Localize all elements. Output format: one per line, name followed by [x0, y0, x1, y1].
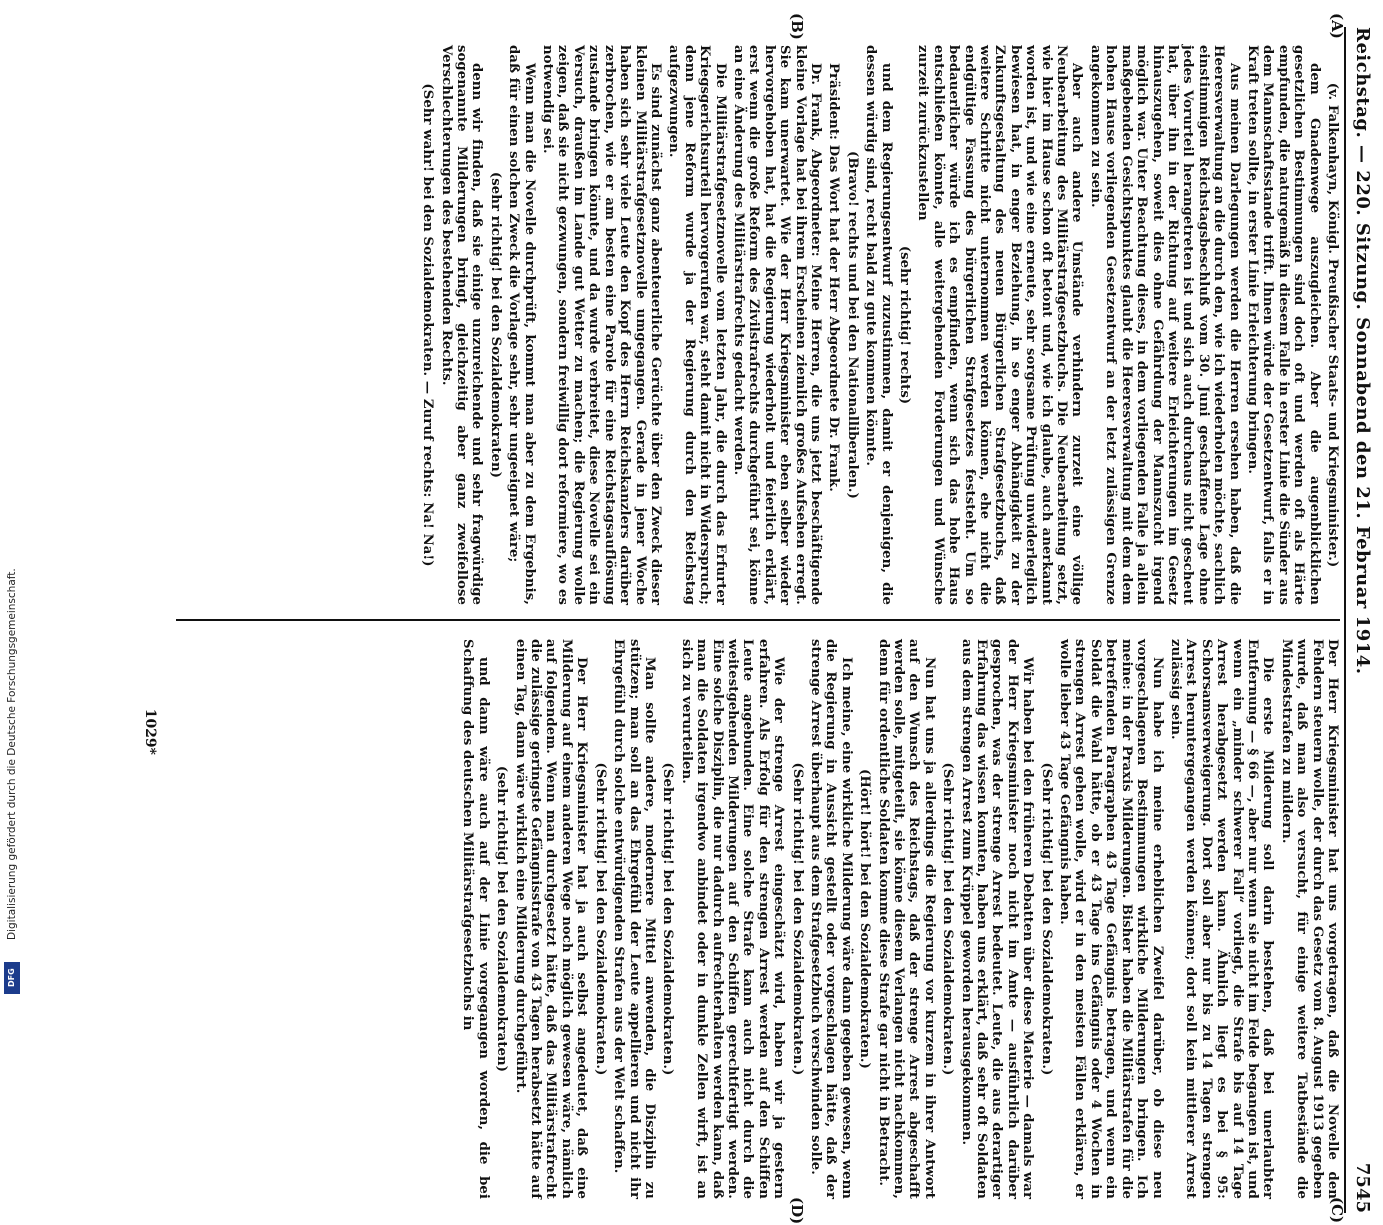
paragraph: (Sehr wahr! bei den Sozialdemokraten. — Zuruf rechts: Na! Na!) — [420, 83, 436, 567]
paragraph: Präsident: Das Wort hat der Herr Abgeordnete Dr. Frank. — [826, 63, 842, 492]
paragraph: Der Herr Kriegsminister hat uns vorgetragen, daß die Novelle den Fehdern steuern wolle, der durch das Gesetz vom 8. August 1913 gegeben wurde, daß man also versucht, für einige weitere Tatbestände die Mindeststrafen zu mildern. — [1278, 639, 1340, 1199]
paragraph: (Sehr richtig! bei den Sozialdemokraten.) — [940, 762, 956, 1076]
paragraph: Es sind zunächst ganz abenteuerliche Gerüchte über den Zweck dieser kleinen Militärstrafgesetznovelle umgegangen. Gerade in jener Woche haben sich sehr viele Leute den Kopf des Herrn Reichskanzlers darüber zerbrochen, wie er am besten eine Parole für eine Reichstagsauflösung zustande bringen könnte, und da wurde verbreitet, diese Novelle sei ein Versuch, draußen im Lande gut Wetter zu machen; die Regierung wolle zeigen, daß sie nicht gezwungen, sondern freiwillig dort reformiere, wo es notwendig sei. — [540, 45, 663, 605]
dfg-logo: DFG — [4, 962, 20, 994]
paragraph: Nun hat uns ja allerdings die Regierung vor kurzem in ihrer Antwort auf den Wunsch des Reichstags, daß der strenge Arrest abgeschafft werden solle, mitgeteilt, sie könne diesem Verlangen nicht nachkommen, denn für ordentliche Soldaten komme diese Strafe gar nicht in Betracht. — [875, 639, 937, 1199]
paragraph: Die Militärstrafgesetznovelle vom letzten Jahr, die durch das Erfurter Kriegsgerichtsurteil hervorgerufen war, steht damit nicht in Widerspruch; denn jene Reform wurde ja der Regierung durch den Reichstag aufgezwungen. — [666, 45, 728, 605]
paragraph: (sehr richtig! rechts) — [897, 245, 913, 405]
right-column — [146, 639, 1340, 1199]
paragraph: Die erste Milderung soll darin bestehen, daß bei unerlaubter Entfernung — § 66 —, aber nur wenn sie nicht im Felde begangen ist, und wenn ein „minder schwerer Fall“ vorliegt, die Strafe bis auf 14 Tage Arrest herabgesetzt werden kann. Ähnlich liegt es bei § 95: Schorsamsverweigerung. Dort soll aber nur bis zu 14 Tagen strengen Arrest heruntergegangen werden können; dort soll kein mittlerer Arrest zulässig sein. — [1167, 639, 1276, 1199]
margin-marker-d: (D) — [788, 1197, 806, 1225]
header-title: Reichstag. — 220. Sitzung. Sonnabend den 21. Februar 1914. — [1352, 27, 1374, 675]
paragraph: (v. Falkenhayn, Königl. Preußischer Staats- und Kriegsminister.) — [1325, 82, 1340, 568]
left-column — [146, 45, 1340, 605]
paragraph: (sehr richtig! bei den Sozialdemokraten) — [487, 171, 503, 479]
header-page-number: 7545 — [1352, 1162, 1374, 1213]
paragraph: Ich meine, eine wirkliche Milderung wäre dann gegeben gewesen, wenn die Regierung in Aussicht gestellt oder vorgeschlagen hätte, daß der strenge Arrest überhaupt aus dem Strafgesetzbuch verschwinden solle. — [808, 639, 854, 1199]
paragraph: (Sehr richtig! bei den Sozialdemokraten.) — [789, 762, 805, 1076]
paragraph: Wenn man die Novelle durchprüft, kommt man aber zu dem Ergebnis, daß für einen solchen Zweck die Vorlage sehr, sehr ungeeignet wäre; — [506, 45, 537, 605]
digitization-credit: Digitalisierung gefördert durch die Deutsche Forschungsgemeinschaft. — [6, 568, 18, 940]
paragraph: Aus meinen Darlegungen werden die Herren ersehen haben, daß die Heeresverwaltung an die durch den, wie ich wiederholen möchte, sachlich einstimmigen Reichstagsbeschluß vom 30. Juni geschaffene Lage ohne jedes Vorurteil herangetreten ist und sich auch durchaus nicht gescheut hat, über ihn in der Richtung auf weitere Erleichterungen im Gesetz hinauszugehen, soweit dies ohne Gefährdung der Mannszucht irgend möglich war. Unter Beachtung dieses, in dem vorliegenden Falle ja allein maßgebenden Gesichtspunktes glaubt die Heeresverwaltung mit dem dem hohen Hause vorliegenden Gesetzentwurf an der letzt zulässigen Grenze angekommen zu sein. — [1087, 45, 1242, 605]
margin-marker-c: (C) — [1328, 1197, 1346, 1224]
credit-strip — [0, 0, 24, 1000]
paragraph: Man sollte andere, modernere Mittel anwenden, die Disziplin zu stützen; man soll an das Ehrgefühl der Leute appellieren und nicht ihr Ehrgefühl durch solche entwürdigenden Strafen aus der Welt schaffen. — [611, 639, 657, 1199]
paragraph: dem Gnadenwege auszugleichen. Aber die augenblicklichen gesetzlichen Bestimmungen sind doch oft und werden oft als Härte empfunden, die naturgemäß in diesem Falle in erster Linie die Sünder aus dem Mannschaftsstande trifft. Ihnen würde der Gesetzentwurf, falls er in Kraft treten sollte, in erster Linie Erleichterung bringen. — [1244, 45, 1322, 605]
margin-marker-a: (A) — [1328, 13, 1346, 39]
paragraph: Dr. Frank, Abgeordneter: Meine Herren, die uns jetzt beschäftigende kleine Vorlage hat bei ihrem Erscheinen ziemlich großes Aufsehen erregt. Sie kam unerwartet. Wie der Herr Kriegsminister eben selber wieder hervorgehoben hat, hat die Regierung wiederholt und feierlich erklärt, erst wenn die große Reform des Zivilstrafrechts durchgeführt sei, könne an eine Änderung des Militärstrafrechts gedacht werden. — [730, 45, 823, 605]
paragraph: und dann wäre auch auf der Linie vorgegangen worden, die bei Schaffung des deutschen Militärstrafgesetzbuchs in — [460, 639, 491, 1199]
paragraph: Nun habe ich meine erheblichen Zweifel darüber, ob diese neu vorgeschlagenen Bestimmungen wirkliche Milderungen bringen. Ich meine: in der Praxis Milderungen. Bisher haben die Militärstrafen für die betreffenden Paragraphen 43 Tage Gefängnis betragen, und wenn ein Soldat die Wahl hätte, ob er 43 Tage ins Gefängnis oder 4 Wochen in strengen Arrest gehen wolle, wird er in den meisten Fällen erklären, er wolle lieber 43 Tage Gefängnis haben. — [1057, 639, 1165, 1199]
paragraph: (Sehr richtig! bei den Sozialdemokraten.) — [592, 762, 608, 1076]
column-divider — [176, 619, 1340, 621]
paragraph: und dem Regierungsentwurf zuzustimmen, damit er denjenigen, die dessen würdig sind, recht bald zu gute kommen könnte. — [863, 45, 894, 605]
paragraph: (sehr richtig! bei den Sozialdemokraten) — [494, 765, 510, 1073]
paragraph: Aber auch andere Umstände verhindern zurzeit eine völlige Neubearbeitung des Militärstrafgesetzbuchs. Die Neubearbeitung setzt, wie hier im Hause schon oft betont und, wie ich glaube, auch anerkannt worden ist, und wie eine erneute, sehr sorgsame Prüfung unwiderleglich bewiesen hat, in enger Beziehung, in so enger Abhängigkeit zu der Zukunftsgestaltung des neuen Bürgerlichen Strafgesetzbuchs, daß weitere Schritte nicht unternommen werden können, ehe nicht die endgültige Fassung des bürgerlichen Strafgesetzes feststeht. Um so bedauerlicher würde ich es empfinden, wenn sich das hohe Haus entschließen könnte, alle weitergehenden Forderungen und Wünsche zurzeit zurückzustellen — [915, 45, 1085, 605]
margin-marker-b: (B) — [788, 13, 806, 40]
paragraph: (Bravo! rechts und bei den Nationalliberalen.) — [844, 151, 860, 499]
paragraph: Der Herr Kriegsminister hat ja auch selbst angedeutet, daß eine Milderung auf einem anderen Wege noch möglich gewesen wäre, nämlich auf folgendem. Wenn man durchgesetzt hätte, daß das Militärstrafrecht die zulässige geringste Gefängnisstrafe von 43 Tagen herabsetzt hätte auf einen Tag, dann wäre wirklich eine Milderung durchgeführt. — [512, 639, 590, 1199]
paragraph: Wie der strenge Arrest eingeschätzt wird, haben wir ja gestern erfahren. Als Erfolg für den strengen Arrest werden auf den Schiffen Leute angebunden. Eine solche Strafe kann auch nicht durch die weitestgehenden Milderungen auf den Schiffen gerechtfertigt werden. Eine solche Disziplin, die nur dadurch aufrechterhalten werden kann, daß man die Soldaten irgendwo anbindet oder in dunkle Zellen wirft, ist an sich zu verurteilen. — [678, 639, 787, 1199]
footer-page-number: 1029* — [142, 708, 158, 755]
paragraph: (Sehr richtig! bei den Sozialdemokraten.) — [1038, 762, 1054, 1076]
paragraph: Wir haben bei den früheren Debatten über diese Materie — damals war der Herr Kriegsminister noch nicht im Amte — ausführlich darüber gesprochen, was der strenge Arrest bedeutet. Leute, die aus derartiger Erfahrung das wissen konnten, haben uns erklärt, daß sehr oft Soldaten aus dem strengen Arrest zum Krüppel geworden herausgekommen. — [958, 639, 1036, 1199]
paragraph: denn wir finden, daß sie einige unzureichende und sehr fragwürdige sogenannte Milderungen bringt, gleichzeitig aber ganz zweifellose Verschlechterungen des bestehenden Rechts. — [438, 45, 485, 605]
paragraph: (Sehr richtig! bei den Sozialdemokraten.) — [660, 762, 676, 1076]
document-page — [136, 15, 1383, 1225]
page-header — [1344, 27, 1380, 1213]
paragraph: (Hört! hört! bei den Sozialdemokraten.) — [857, 769, 873, 1069]
